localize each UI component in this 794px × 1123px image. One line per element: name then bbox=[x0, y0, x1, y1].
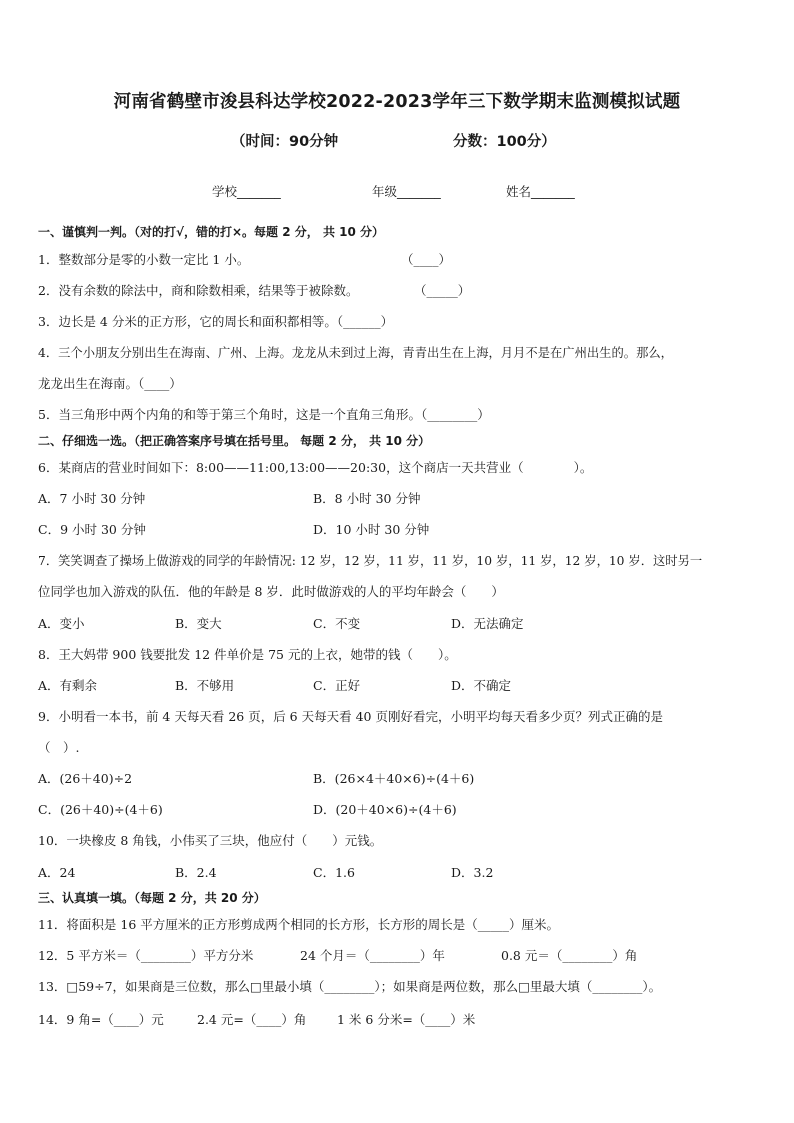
question-7-option-b[interactable]: B．变大 bbox=[175, 616, 222, 631]
question-8-option-d[interactable]: D．不确定 bbox=[451, 678, 512, 693]
question-8-option-c[interactable]: C．正好 bbox=[313, 678, 361, 693]
question-7-option-a[interactable]: A．变小 bbox=[38, 616, 85, 631]
school-field[interactable]: 学校_______ bbox=[212, 184, 281, 199]
question-13: 13．□59÷7，如果商是三位数，那么□里最小填（________）；如果商是两位数，那么□里最大填（________）。 bbox=[38, 979, 662, 994]
question-6: 6．某商店的营业时间如下：8:00——11:00,13:00——20:30，这个商店一天共营业（ ）。 bbox=[38, 460, 593, 475]
question-6-option-c[interactable]: C．9 小时 30 分钟 bbox=[38, 522, 146, 537]
question-7-option-c[interactable]: C．不变 bbox=[313, 616, 361, 631]
section1-heading: 一、谨慎判一判。（对的打√，错的打×。每题 2 分， 共 10 分） bbox=[38, 225, 384, 239]
question-1-answer[interactable]: （____） bbox=[401, 252, 452, 267]
question-9-line2: （ ）. bbox=[38, 740, 80, 755]
question-4-line2: 龙龙出生在海南。（____） bbox=[38, 376, 182, 391]
question-12-part2: 24 个月＝（________）年 bbox=[300, 948, 445, 963]
exam-score: 分数：100分） bbox=[453, 134, 556, 150]
question-10: 10．一块橡皮 8 角钱，小伟买了三块，他应付（ ）元钱。 bbox=[38, 833, 383, 848]
question-8-option-b[interactable]: B．不够用 bbox=[175, 678, 235, 693]
question-6-option-d[interactable]: D．10 小时 30 分钟 bbox=[313, 522, 430, 537]
question-14-part2: 2.4 元=（____）角 bbox=[197, 1012, 307, 1027]
question-10-option-d[interactable]: D．3.2 bbox=[451, 865, 494, 880]
question-3: 3．边长是 4 分米的正方形，它的周长和面积都相等。（______） bbox=[38, 314, 394, 329]
question-12-part3: 0.8 元＝（________）角 bbox=[501, 948, 638, 963]
question-2: 2．没有余数的除法中，商和除数相乘，结果等于被除数。 bbox=[38, 283, 359, 298]
grade-field[interactable]: 年级_______ bbox=[372, 184, 441, 199]
question-8: 8．王大妈带 900 钱要批发 12 件单价是 75 元的上衣，她带的钱（ ）。 bbox=[38, 647, 457, 662]
question-9-option-c[interactable]: C．(26＋40)÷(4＋6) bbox=[38, 802, 163, 817]
question-12-part1: 12．5 平方米＝（________）平方分米 bbox=[38, 948, 254, 963]
question-7-line2: 位同学也加入游戏的队伍．他的年龄是 8 岁．此时做游戏的人的平均年龄会（ ） bbox=[38, 584, 504, 599]
question-10-option-b[interactable]: B．2.4 bbox=[175, 865, 217, 880]
question-14-part3: 1 米 6 分米=（____）米 bbox=[337, 1012, 476, 1027]
question-6-option-a[interactable]: A．7 小时 30 分钟 bbox=[38, 491, 146, 506]
question-7-option-d[interactable]: D．无法确定 bbox=[451, 616, 524, 631]
section2-heading: 二、仔细选一选。（把正确答案序号填在括号里。 每题 2 分， 共 10 分） bbox=[38, 434, 431, 448]
question-8-option-a[interactable]: A．有剩余 bbox=[38, 678, 98, 693]
question-14-part1: 14．9 角=（____）元 bbox=[38, 1012, 164, 1027]
question-5: 5．当三角形中两个内角的和等于第三个角时，这是一个直角三角形。（________） bbox=[38, 407, 490, 422]
question-10-option-a[interactable]: A．24 bbox=[38, 865, 76, 880]
question-6-option-b[interactable]: B．8 小时 30 分钟 bbox=[313, 491, 421, 506]
question-11: 11．将面积是 16 平方厘米的正方形剪成两个相同的长方形，长方形的周长是（_____）厘米。 bbox=[38, 917, 560, 932]
question-9-option-a[interactable]: A．(26＋40)÷2 bbox=[38, 771, 133, 786]
question-2-answer[interactable]: （_____） bbox=[414, 283, 471, 298]
question-9-line1: 9．小明看一本书，前 4 天每天看 26 页，后 6 天每天看 40 页刚好看完，小明平均每天看多少页？列式正确的是 bbox=[38, 709, 663, 724]
question-4-line1: 4．三个小朋友分别出生在海南、广州、上海。龙龙从未到过上海，青青出生在上海，月月不是在广州出生的。那么， bbox=[38, 346, 673, 360]
question-9-option-d[interactable]: D．(20＋40×6)÷(4＋6) bbox=[313, 802, 457, 817]
name-field[interactable]: 姓名_______ bbox=[506, 184, 575, 199]
question-7-line1: 7．笑笑调查了操场上做游戏的同学的年龄情况: 12 岁，12 岁，11 岁，11 岁，10 岁，11 岁，12 岁，10 岁．这时另一 bbox=[38, 554, 703, 568]
question-1: 1．整数部分是零的小数一定比 1 小。 bbox=[38, 252, 250, 267]
exam-time: （时间：90分钟 bbox=[231, 134, 339, 150]
question-10-option-c[interactable]: C．1.6 bbox=[313, 865, 355, 880]
section3-heading: 三、认真填一填。（每题 2 分，共 20 分） bbox=[38, 891, 266, 905]
question-9-option-b[interactable]: B．(26×4＋40×6)÷(4＋6) bbox=[313, 771, 475, 786]
exam-title: 河南省鹤壁市浚县科达学校2022-2023学年三下数学期末监测模拟试题 bbox=[113, 92, 681, 112]
